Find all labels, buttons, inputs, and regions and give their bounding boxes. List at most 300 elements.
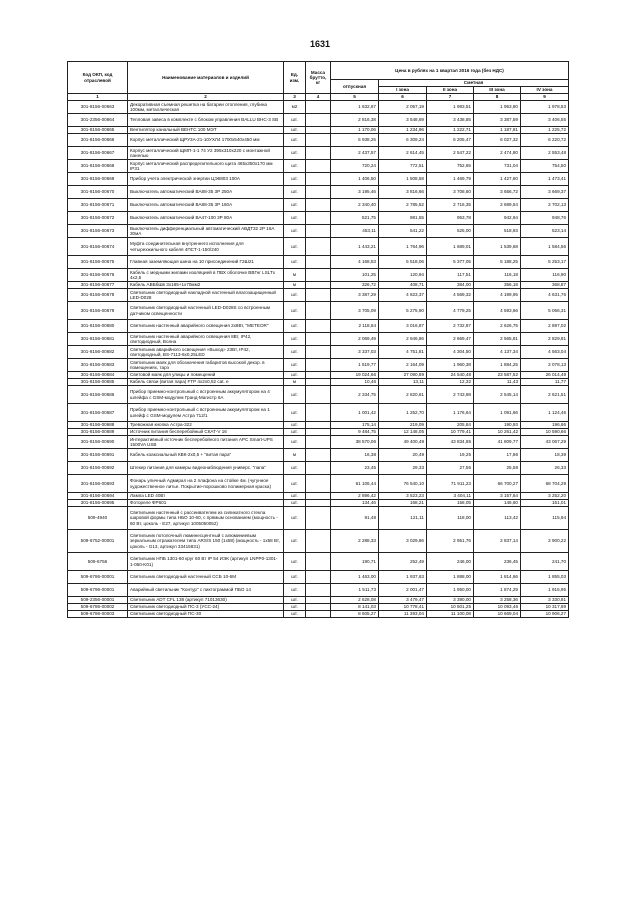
row-name: Кабель связи (витая пара) FTP 4x2x0,52 cat. e: [128, 379, 284, 386]
row-zone-3-price: 2 626,75: [474, 320, 521, 333]
row-mass: [306, 269, 331, 282]
row-zone-2-price: 2 547,22: [427, 147, 474, 160]
row-zone-3-price: 41 809,77: [474, 436, 521, 449]
row-zone-4-price: 4 631,76: [521, 289, 569, 302]
table-row: [68, 199, 569, 212]
table-row: [68, 422, 569, 429]
row-zone-2-price: 12,32: [427, 379, 474, 386]
row-code: 509-6796-00001: [68, 584, 128, 597]
row-mass: [306, 429, 331, 436]
row-zone-4-price: 1 584,56: [521, 238, 569, 256]
row-name: Светильник настенный аварийного освещения 2x8Вт, "METEOR": [128, 320, 284, 333]
row-release-price: 1 001,42: [331, 404, 379, 422]
header-estimate: Сметная: [379, 80, 569, 87]
row-zone-2-price: 1 176,64: [427, 404, 474, 422]
row-release-price: 720,24: [331, 160, 379, 173]
row-zone-3-price: 3 157,64: [474, 493, 521, 500]
row-zone-1-price: 1 252,70: [379, 404, 427, 422]
row-unit: шт.: [284, 289, 306, 302]
row-zone-3-price: 66 700,27: [474, 475, 521, 493]
table-row: [68, 173, 569, 186]
row-zone-4-price: 2 897,02: [521, 320, 569, 333]
row-name: Выключатель автоматический ВА47-100 3Р 80А: [128, 212, 284, 225]
row-zone-4-price: 3 330,81: [521, 597, 569, 604]
row-unit: шт.: [284, 462, 306, 475]
row-release-price: 1 519,77: [331, 359, 379, 372]
table-row: [68, 333, 569, 346]
row-unit: шт.: [284, 160, 306, 173]
row-code: 301-8156-00686: [68, 386, 128, 404]
row-unit: шт.: [284, 256, 306, 269]
row-code: 301-8156-00689: [68, 429, 128, 436]
price-table: [67, 61, 569, 618]
row-code: 301-8156-00671: [68, 199, 128, 212]
row-name: Светильник НПБ 1301-60 круг 60 Вт IP 54 ИЭК (артикул LNPP0-1301-1-060-K01): [128, 553, 284, 571]
row-mass: [306, 320, 331, 333]
row-release-price: 8 141,03: [331, 604, 379, 611]
row-zone-2-price: 2 951,76: [427, 530, 474, 553]
row-unit: шт.: [284, 571, 306, 584]
row-unit: шт.: [284, 320, 306, 333]
row-zone-2-price: 384,00: [427, 282, 474, 289]
row-unit: шт.: [284, 597, 306, 604]
row-mass: [306, 346, 331, 359]
row-zone-2-price: 3 708,60: [427, 186, 474, 199]
row-code: 301-8156-00682: [68, 346, 128, 359]
header-code: Код ОКП, код отраслевой: [68, 62, 128, 94]
row-mass: [306, 282, 331, 289]
row-zone-1-price: 2 164,09: [379, 359, 427, 372]
row-zone-2-price: 752,65: [427, 160, 474, 173]
row-zone-4-price: 151,01: [521, 500, 569, 507]
row-zone-1-price: 11 393,04: [379, 611, 427, 618]
row-mass: [306, 553, 331, 571]
header-zone-4: IV зона: [521, 87, 569, 94]
row-name: Выключатель дифференциальный автоматический АВДТ32 2Р 16А 30мА: [128, 225, 284, 238]
column-number: 1: [68, 94, 128, 101]
row-release-price: 3 195,46: [331, 186, 379, 199]
row-zone-3-price: 6 027,32: [474, 134, 521, 147]
row-release-price: 2 896,42: [331, 493, 379, 500]
row-zone-4-price: 241,70: [521, 553, 569, 571]
row-zone-2-price: 11 100,08: [427, 611, 474, 618]
row-zone-4-price: 10 590,66: [521, 429, 569, 436]
row-zone-4-price: 3 406,55: [521, 114, 569, 127]
table-row: [68, 269, 569, 282]
row-zone-1-price: 13,11: [379, 379, 427, 386]
row-code: 301-8156-00668: [68, 160, 128, 173]
row-zone-3-price: 236,45: [474, 553, 521, 571]
row-zone-2-price: 117,51: [427, 269, 474, 282]
row-release-price: 5 938,25: [331, 134, 379, 147]
row-zone-2-price: 4 304,50: [427, 346, 474, 359]
row-unit: шт.: [284, 186, 306, 199]
header-name: Наименование материалов и изделий: [128, 62, 284, 94]
row-zone-1-price: 121,11: [379, 507, 427, 530]
row-zone-3-price: 518,93: [474, 225, 521, 238]
row-release-price: 8 605,27: [331, 611, 379, 618]
header-price-group: Цена в рублях на 1 квартал 2016 года (без НДС): [331, 62, 569, 80]
row-code: 301-8156-00666: [68, 134, 128, 147]
row-zone-3-price: 1 953,80: [474, 101, 521, 114]
row-name: Светильник светодиодный ПС-3 (УСС-24): [128, 604, 284, 611]
table-row: [68, 379, 569, 386]
row-zone-3-price: 1 091,66: [474, 404, 521, 422]
row-code: 301-8156-00690: [68, 436, 128, 449]
row-name: Светильник светодиодный ПС-30: [128, 611, 284, 618]
row-zone-1-price: 981,55: [379, 212, 427, 225]
row-name: Кабель коаксиальный КВК-2x0,5 + "витая пара": [128, 449, 284, 462]
row-zone-3-price: 2 837,14: [474, 530, 521, 553]
row-name: Светильник потолочный люминесцентный с алюминиевым зеркальным отражателем типа ARS/S 150 (1x58) (мощность - 1x58 Вт, цоколь - G13, артикул 33415831): [128, 530, 284, 553]
row-unit: шт.: [284, 372, 306, 379]
row-mass: [306, 127, 331, 134]
row-mass: [306, 404, 331, 422]
row-mass: [306, 302, 331, 320]
row-code: 301-8156-00695: [68, 500, 128, 507]
row-code: 509-6786-00002: [68, 604, 128, 611]
row-mass: [306, 597, 331, 604]
row-unit: шт.: [284, 611, 306, 618]
row-release-price: 91,48: [331, 507, 379, 530]
row-zone-3-price: 1 539,68: [474, 238, 521, 256]
row-zone-2-price: 24 540,48: [427, 372, 474, 379]
row-release-price: 2 069,49: [331, 333, 379, 346]
row-zone-3-price: 1 874,29: [474, 584, 521, 597]
table-row: [68, 571, 569, 584]
row-unit: шт.: [284, 553, 306, 571]
row-mass: [306, 386, 331, 404]
row-mass: [306, 256, 331, 269]
row-code: 301-8156-00674: [68, 238, 128, 256]
row-zone-4-price: 523,14: [521, 225, 569, 238]
row-zone-2-price: 43 834,85: [427, 436, 474, 449]
row-code: 301-8156-00667: [68, 147, 128, 160]
table-row: [68, 462, 569, 475]
row-unit: шт.: [284, 238, 306, 256]
table-header: [68, 62, 569, 101]
row-zone-2-price: 4 779,25: [427, 302, 474, 320]
row-release-price: 23,45: [331, 462, 379, 475]
row-zone-4-price: 2 900,22: [521, 530, 569, 553]
table-row: [68, 238, 569, 256]
row-unit: шт.: [284, 127, 306, 134]
table-row: [68, 475, 569, 493]
row-mass: [306, 379, 331, 386]
row-zone-1-price: 2 946,86: [379, 333, 427, 346]
table-row: [68, 147, 569, 160]
row-unit: шт.: [284, 530, 306, 553]
row-zone-2-price: 158,05: [427, 500, 474, 507]
page-number: 1631: [309, 39, 331, 49]
row-unit: м: [284, 269, 306, 282]
row-code: 301-8156-00673: [68, 225, 128, 238]
row-code: 301-8156-00680: [68, 320, 128, 333]
row-code: 301-8156-00670: [68, 186, 128, 199]
table-row: [68, 359, 569, 372]
row-zone-2-price: 2 716,35: [427, 199, 474, 212]
row-zone-2-price: 6 205,47: [427, 134, 474, 147]
row-name: Светильник ADT CFL 138 (артикул 71013630): [128, 597, 284, 604]
row-zone-1-price: 76 540,10: [379, 475, 427, 493]
row-unit: шт.: [284, 173, 306, 186]
row-unit: шт.: [284, 212, 306, 225]
row-code: 301-8156-00687: [68, 404, 128, 422]
row-code: 509-6786-00003: [68, 611, 128, 618]
row-mass: [306, 186, 331, 199]
row-code: 301-8156-00685: [68, 379, 128, 386]
row-zone-1-price: 20,49: [379, 449, 427, 462]
row-zone-1-price: 408,71: [379, 282, 427, 289]
row-zone-1-price: 168,21: [379, 500, 427, 507]
row-release-price: 3 705,09: [331, 302, 379, 320]
row-zone-4-price: 196,66: [521, 422, 569, 429]
column-number: 2: [128, 94, 284, 101]
row-zone-4-price: 3 669,37: [521, 186, 569, 199]
column-number: 6: [379, 94, 427, 101]
row-name: Выключатель автоматический ВА88-35 3Р 160А: [128, 199, 284, 212]
row-zone-2-price: 1 983,51: [427, 101, 474, 114]
row-zone-3-price: 17,86: [474, 449, 521, 462]
row-zone-4-price: 115,94: [521, 507, 569, 530]
row-name: Корпус металлический ЩМП-1-1 74 У2 395x310x220 с монтажной панелью: [128, 147, 284, 160]
row-mass: [306, 225, 331, 238]
row-unit: шт.: [284, 404, 306, 422]
row-zone-3-price: 1 814,66: [474, 571, 521, 584]
row-name: Светильник настенный с рассеивателем из силикатного стекла шаровой формы типа НБО 10-60, с прямым основанием (мощность - 60 Вт, цоколь - Е27, артикул 1005050052): [128, 507, 284, 530]
row-zone-2-price: 1 888,00: [427, 571, 474, 584]
row-mass: [306, 333, 331, 346]
row-unit: м: [284, 449, 306, 462]
table-row: [68, 289, 569, 302]
row-zone-4-price: 11,77: [521, 379, 569, 386]
row-zone-3-price: 2 474,80: [474, 147, 521, 160]
row-zone-3-price: 5 188,25: [474, 256, 521, 269]
column-number: 8: [474, 94, 521, 101]
row-name: Тепловая завеса в комплекте с блоком управления BALLU BHC-3 SB: [128, 114, 284, 127]
row-release-price: 2 437,57: [331, 147, 379, 160]
row-zone-3-price: 356,18: [474, 282, 521, 289]
row-name: Лампа LED 40Вт: [128, 493, 284, 500]
row-zone-1-price: 29,33: [379, 462, 427, 475]
row-name: Источник питания бесперебойный СКАТ-V 16: [128, 429, 284, 436]
row-name: Прибор приемно-контрольный с встроенным аккумулятором на 4 шлейфа с GSM-модулем Гранд-Магистр 6А: [128, 386, 284, 404]
row-code: 509-2356-00001: [68, 597, 128, 604]
row-unit: шт.: [284, 114, 306, 127]
row-zone-4-price: 10 906,27: [521, 611, 569, 618]
row-name: Фонарь уличный Адмирал на 2 плафона на стойке 4м. (чугунное художественное литье. Покрытие-порошково полимерная краска): [128, 475, 284, 493]
row-unit: шт.: [284, 500, 306, 507]
row-zone-1-price: 772,51: [379, 160, 427, 173]
row-zone-1-price: 12 148,05: [379, 429, 427, 436]
row-zone-4-price: 10 317,89: [521, 604, 569, 611]
table-row: [68, 127, 569, 134]
row-name: Прибор приемно-контрольный с встроенным аккумулятором на 1 шлейф с GSM-модулем Астра 712/1: [128, 404, 284, 422]
row-unit: шт.: [284, 507, 306, 530]
row-zone-3-price: 1 427,60: [474, 173, 521, 186]
row-release-price: 453,11: [331, 225, 379, 238]
row-mass: [306, 436, 331, 449]
row-zone-4-price: 1 978,53: [521, 101, 569, 114]
row-zone-4-price: 1 855,03: [521, 571, 569, 584]
row-zone-4-price: 2 829,81: [521, 333, 569, 346]
row-mass: [306, 500, 331, 507]
row-code: 301-8156-00663: [68, 101, 128, 114]
table-row: [68, 160, 569, 173]
row-zone-3-price: 190,93: [474, 422, 521, 429]
row-unit: шт.: [284, 199, 306, 212]
table-row: [68, 346, 569, 359]
row-unit: шт.: [284, 429, 306, 436]
header-zone-3: III зона: [474, 87, 521, 94]
row-name: Муфта соединительная внутреннего исполнения для четырехжильного кабеля 4ПСТ-1-150/240: [128, 238, 284, 256]
table-row: [68, 256, 569, 269]
row-mass: [306, 160, 331, 173]
row-code: 301-8156-00676: [68, 269, 128, 282]
row-zone-4-price: 1 225,72: [521, 127, 569, 134]
row-zone-4-price: 754,50: [521, 160, 569, 173]
row-zone-2-price: 1 950,00: [427, 584, 474, 597]
row-release-price: 1 443,21: [331, 238, 379, 256]
row-zone-4-price: 116,90: [521, 269, 569, 282]
row-code: 301-8156-00694: [68, 493, 128, 500]
header-mass: Масса брутто, кг: [306, 62, 331, 94]
row-zone-1-price: 541,22: [379, 225, 427, 238]
row-mass: [306, 571, 331, 584]
table-row: [68, 436, 569, 449]
table-row: [68, 114, 569, 127]
row-unit: шт.: [284, 134, 306, 147]
row-zone-3-price: 942,94: [474, 212, 521, 225]
header-zone-2: II зона: [427, 87, 474, 94]
table-row: [68, 584, 569, 597]
header-zone-1: I зона: [379, 87, 427, 94]
row-zone-2-price: 2 743,98: [427, 386, 474, 404]
table-row: [68, 507, 569, 530]
row-zone-1-price: 3 029,86: [379, 530, 427, 553]
table-row: [68, 530, 569, 553]
row-zone-1-price: 10 778,41: [379, 604, 427, 611]
row-mass: [306, 101, 331, 114]
row-zone-1-price: 4 823,37: [379, 289, 427, 302]
row-zone-1-price: 3 548,69: [379, 114, 427, 127]
row-release-price: 38 570,06: [331, 436, 379, 449]
row-name: Светильник светодиодный накладной настенный влагозащищенный LED-D028: [128, 289, 284, 302]
table-row: [68, 404, 569, 422]
row-mass: [306, 530, 331, 553]
row-mass: [306, 422, 331, 429]
table-row: [68, 500, 569, 507]
table-row: [68, 320, 569, 333]
row-zone-2-price: 3 390,00: [427, 597, 474, 604]
row-code: 301-8156-00669: [68, 173, 128, 186]
row-zone-1-price: 1 764,96: [379, 238, 427, 256]
row-code: 301-8156-00692: [68, 462, 128, 475]
row-mass: [306, 199, 331, 212]
row-zone-4-price: 5 253,17: [521, 256, 569, 269]
row-release-price: 2 334,75: [331, 386, 379, 404]
row-zone-1-price: 1 937,63: [379, 571, 427, 584]
row-zone-4-price: 1 473,41: [521, 173, 569, 186]
row-name: Корпус металлический распределительного щита 465x350x170 мм IP31: [128, 160, 284, 173]
row-mass: [306, 604, 331, 611]
row-mass: [306, 493, 331, 500]
row-zone-3-price: 3 258,36: [474, 597, 521, 604]
row-mass: [306, 238, 331, 256]
row-zone-2-price: 2 669,47: [427, 333, 474, 346]
row-code: 509-6752-00001: [68, 530, 128, 553]
row-code: 509-6756: [68, 553, 128, 571]
row-zone-1-price: 1 508,58: [379, 173, 427, 186]
row-release-price: 10,46: [331, 379, 379, 386]
row-release-price: 101,25: [331, 269, 379, 282]
row-zone-1-price: 1 234,96: [379, 127, 427, 134]
row-zone-1-price: 6 309,24: [379, 134, 427, 147]
row-zone-1-price: 3 816,66: [379, 186, 427, 199]
row-code: 301-8156-00678: [68, 289, 128, 302]
row-zone-3-price: 2 545,14: [474, 386, 521, 404]
row-zone-3-price: 10 093,46: [474, 604, 521, 611]
row-zone-3-price: 10 261,42: [474, 429, 521, 436]
row-mass: [306, 449, 331, 462]
row-zone-1-price: 5 275,90: [379, 302, 427, 320]
row-name: Главная заземляющая шина на 10 присоединений ГЗШ21: [128, 256, 284, 269]
row-release-price: 134,46: [331, 500, 379, 507]
row-code: 301-8156-00675: [68, 256, 128, 269]
row-mass: [306, 462, 331, 475]
row-mass: [306, 173, 331, 186]
row-release-price: 1 406,50: [331, 173, 379, 186]
row-unit: шт.: [284, 333, 306, 346]
row-zone-1-price: 4 751,81: [379, 346, 427, 359]
row-zone-2-price: 5 377,05: [427, 256, 474, 269]
row-release-price: 61 106,44: [331, 475, 379, 493]
row-name: Декоративная съемная решетка на батареи отопления, глубина 100мм, металлическая: [128, 101, 284, 114]
row-release-price: 326,72: [331, 282, 379, 289]
row-zone-3-price: 2 565,81: [474, 333, 521, 346]
row-release-price: 2 118,64: [331, 320, 379, 333]
row-release-price: 2 340,40: [331, 199, 379, 212]
row-mass: [306, 359, 331, 372]
row-unit: шт.: [284, 302, 306, 320]
row-name: Тревожная кнопка Астра-322: [128, 422, 284, 429]
row-zone-1-price: 2 785,52: [379, 199, 427, 212]
row-zone-3-price: 1 187,81: [474, 127, 521, 134]
row-zone-3-price: 10 669,04: [474, 611, 521, 618]
row-zone-2-price: 3 404,11: [427, 493, 474, 500]
row-name: Интерактивный источник бесперебойного питания APC Smart-UPS 1500VA USB: [128, 436, 284, 449]
row-mass: [306, 212, 331, 225]
row-zone-1-price: 252,49: [379, 553, 427, 571]
row-zone-2-price: 19,25: [427, 449, 474, 462]
row-zone-4-price: 4 563,04: [521, 346, 569, 359]
row-zone-4-price: 6 220,72: [521, 134, 569, 147]
row-zone-2-price: 205,84: [427, 422, 474, 429]
row-zone-3-price: 3 387,59: [474, 114, 521, 127]
row-name: Светильник светодиодный настенный LED-D028S со встроенным датчиком освещенности: [128, 302, 284, 320]
row-zone-2-price: 118,00: [427, 507, 474, 530]
row-name: Светильник светодиодный настенный ССБ 10-6М: [128, 571, 284, 584]
row-zone-3-price: 1 884,25: [474, 359, 521, 372]
row-name: Корпус металлический ЩРУ3А-21-10УХЛ4 1700x540x450 мм: [128, 134, 284, 147]
row-zone-3-price: 25,58: [474, 462, 521, 475]
row-release-price: 1 170,06: [331, 127, 379, 134]
row-unit: шт.: [284, 604, 306, 611]
table-row: [68, 372, 569, 379]
row-release-price: 2 628,08: [331, 597, 379, 604]
table-body: [68, 101, 569, 618]
row-code: 509-4940: [68, 507, 128, 530]
